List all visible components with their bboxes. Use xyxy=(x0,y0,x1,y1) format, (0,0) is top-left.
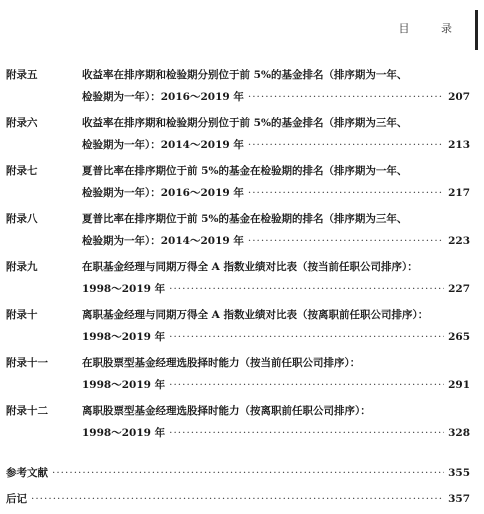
toc-entry-title-cont: 1998～2019 年 xyxy=(82,379,166,391)
toc-entry-label: 附录六 xyxy=(6,117,38,129)
toc-entry-title: 在职股票型基金经理选股择时能力（按当前任职公司排序）： xyxy=(82,357,361,369)
toc-page-number: 328 xyxy=(448,427,470,439)
dot-leader xyxy=(248,86,444,108)
toc-entry-appendix-6[interactable] xyxy=(6,112,470,156)
toc-entry-title: 夏普比率在排序期位于前 5%的基金在检验期的排名（排序期为三年、 xyxy=(82,213,408,225)
dot-leader xyxy=(169,326,444,348)
toc-page-number: 265 xyxy=(448,331,470,343)
toc-entry-label: 附录十二 xyxy=(6,405,48,417)
toc-entry-label: 附录八 xyxy=(6,213,38,225)
toc-entry-appendix-12[interactable] xyxy=(6,400,470,444)
toc-entry-label: 附录七 xyxy=(6,165,38,177)
toc-entry-label: 附录九 xyxy=(6,261,38,273)
page-header: 目 录 xyxy=(398,22,466,35)
toc-entry-title: 参考文献 xyxy=(6,467,48,479)
dot-leader xyxy=(248,134,444,156)
toc-entry-title-cont: 1998～2019 年 xyxy=(82,331,166,343)
toc-entry-appendix-11[interactable] xyxy=(6,352,470,396)
dot-leader xyxy=(31,488,444,510)
toc-entry-title-cont: 1998～2019 年 xyxy=(82,427,166,439)
toc-entry-appendix-8[interactable] xyxy=(6,208,470,252)
toc-page-number: 217 xyxy=(448,187,470,199)
toc-page-number: 213 xyxy=(448,139,470,151)
toc-page-number: 227 xyxy=(448,283,470,295)
toc-entry-title: 离职股票型基金经理选股择时能力（按离职前任职公司排序）： xyxy=(82,405,371,417)
toc-entry-label: 附录十一 xyxy=(6,357,48,369)
toc-entry-title-cont: 1998～2019 年 xyxy=(82,283,166,295)
toc-entry-appendix-5[interactable] xyxy=(6,64,470,108)
toc-entry-appendix-7[interactable] xyxy=(6,160,470,204)
toc-entry-title: 收益率在排序期和检验期分别位于前 5%的基金排名（排序期为一年、 xyxy=(82,69,408,81)
header-rule xyxy=(475,10,478,50)
toc-entry-title-cont: 检验期为一年）：2016～2019 年 xyxy=(82,91,244,103)
dot-leader xyxy=(52,462,444,484)
toc-page-number: 355 xyxy=(448,467,470,479)
toc-entry-title: 夏普比率在排序期位于前 5%的基金在检验期的排名（排序期为一年、 xyxy=(82,165,408,177)
toc-entry-afterword[interactable] xyxy=(6,488,470,510)
toc-entry-title-cont: 检验期为一年）：2014～2019 年 xyxy=(82,235,244,247)
toc-entry-label: 附录五 xyxy=(6,69,38,81)
table-of-contents xyxy=(6,64,470,514)
dot-leader xyxy=(248,230,444,252)
toc-page-number: 357 xyxy=(448,493,470,505)
toc-page-number: 223 xyxy=(448,235,470,247)
toc-entry-title: 后记 xyxy=(6,493,27,505)
dot-leader xyxy=(169,422,444,444)
dot-leader xyxy=(169,374,444,396)
dot-leader xyxy=(248,182,444,204)
toc-entry-title-cont: 检验期为一年）：2016～2019 年 xyxy=(82,187,244,199)
toc-entry-appendix-10[interactable] xyxy=(6,304,470,348)
dot-leader xyxy=(169,278,444,300)
toc-entry-references[interactable] xyxy=(6,462,470,484)
toc-page-number: 291 xyxy=(448,379,470,391)
toc-entry-appendix-9[interactable] xyxy=(6,256,470,300)
toc-entry-title: 在职基金经理与同期万得全 A 指数业绩对比表（按当前任职公司排序）： xyxy=(82,261,418,273)
toc-entry-title: 离职基金经理与同期万得全 A 指数业绩对比表（按离职前任职公司排序）： xyxy=(82,309,429,321)
toc-entry-title-cont: 检验期为一年）：2014～2019 年 xyxy=(82,139,244,151)
toc-entry-title: 收益率在排序期和检验期分别位于前 5%的基金排名（排序期为三年、 xyxy=(82,117,408,129)
toc-page-number: 207 xyxy=(448,91,470,103)
toc-entry-label: 附录十 xyxy=(6,309,38,321)
